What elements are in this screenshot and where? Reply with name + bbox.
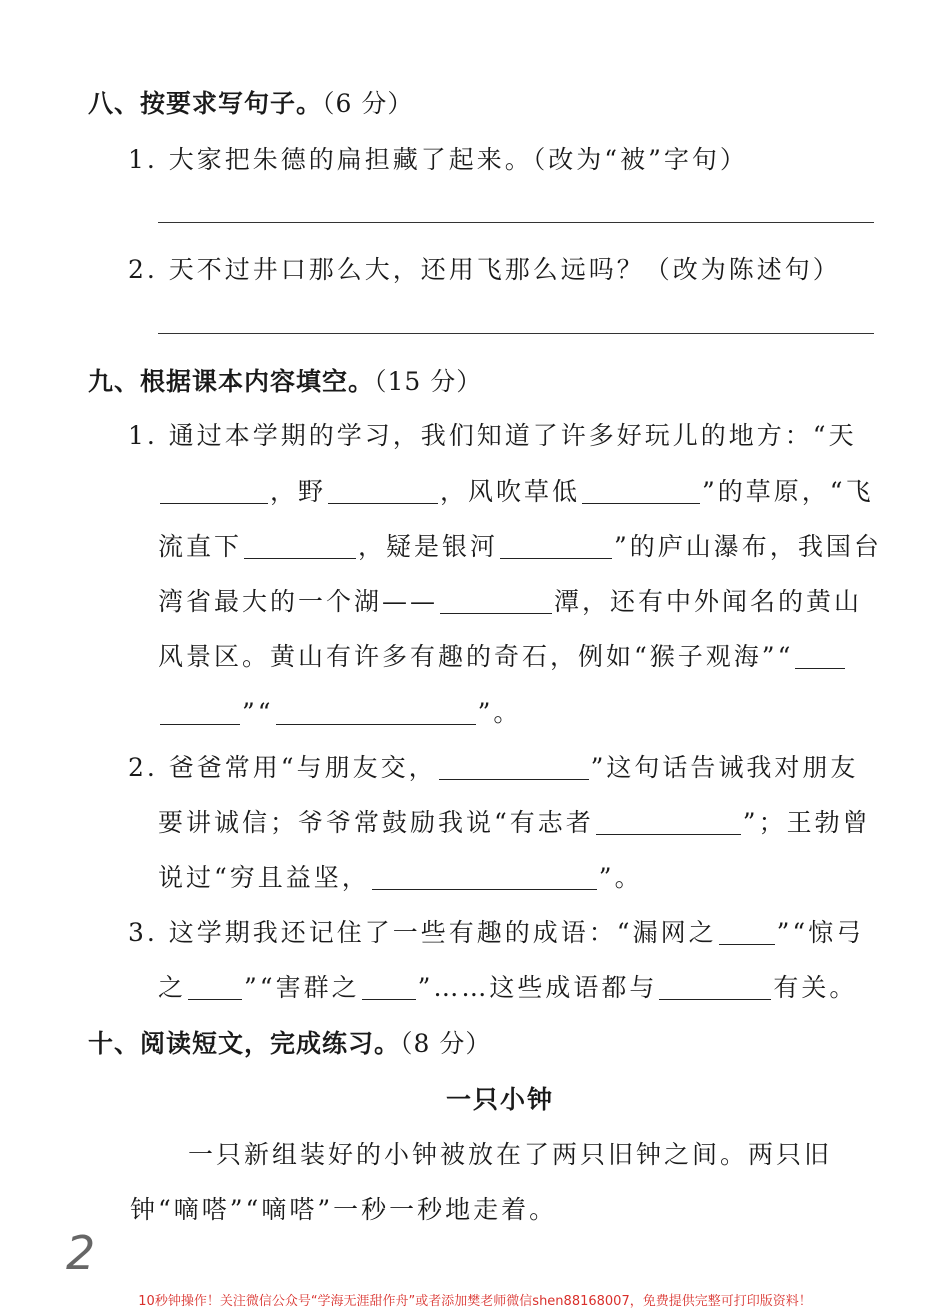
fill-blank[interactable] — [160, 479, 268, 504]
s9-q2-line-a: 2. 爸爸常用“与朋友交， ”这句话告诫我对朋友 — [128, 753, 859, 782]
section-9-title: 九、根据课本内容填空。 — [88, 367, 375, 396]
passage-paragraph-line-2: 钟“嘀嗒”“嘀嗒”一秒一秒地走着。 — [130, 1195, 558, 1224]
page-number: 2 — [66, 1226, 96, 1280]
s9-q1-line-d: 湾省最大的一个湖—— 潭，还有中外闻名的黄山 — [158, 587, 863, 616]
fill-blank[interactable] — [328, 479, 438, 504]
fill-blank[interactable] — [659, 975, 771, 1000]
s8-question-2: 2. 天不过井口那么大，还用飞那么远吗？（改为陈述句） — [128, 255, 841, 284]
answer-line-1[interactable] — [158, 222, 874, 223]
s8-question-1: 1. 大家把朱德的扁担藏了起来。（改为“被”字句） — [128, 145, 748, 174]
section-9-heading — [88, 362, 482, 398]
s9-q2-line-c: 说过“穷且益坚， ”。 — [158, 863, 643, 892]
s9-q1-line-e: 风景区。黄山有许多有趣的奇石，例如“猴子观海”“ — [158, 637, 847, 673]
passage-title: 一只小钟 — [445, 1085, 554, 1114]
fill-blank[interactable] — [795, 644, 845, 669]
section-8-points: （6 分） — [322, 89, 414, 118]
footer-promo: 10秒钟操作！关注微信公众号“学海无涯甜作舟”或者添加樊老师微信shen88168007，免费提供完整可打印版资料！ — [138, 1294, 812, 1309]
fill-blank[interactable] — [719, 920, 775, 945]
s9-q1-line-b: ，野 ，风吹草低 ”的草原，“飞 — [158, 472, 874, 508]
fill-blank[interactable] — [362, 975, 416, 1000]
section-10-points: （8 分） — [400, 1029, 492, 1058]
passage-paragraph-line-1: 一只新组装好的小钟被放在了两只旧钟之间。两只旧 — [188, 1140, 833, 1169]
fill-blank[interactable] — [439, 755, 589, 780]
s9-q1-line-a: 1. 通过本学期的学习，我们知道了许多好玩儿的地方：“天 — [128, 421, 857, 450]
s9-q2-line-b: 要讲诚信；爷爷常鼓励我说“有志者 ”；王勃曾 — [158, 808, 871, 837]
fill-blank[interactable] — [440, 589, 552, 614]
fill-blank[interactable] — [596, 810, 741, 835]
section-9-points: （15 分） — [374, 367, 483, 396]
section-8-title: 八、按要求写句子。 — [88, 89, 323, 118]
s9-q1-line-f: ”“ ”。 — [158, 693, 521, 729]
fill-blank[interactable] — [372, 865, 597, 890]
answer-line-2[interactable] — [158, 333, 874, 334]
section-8-heading — [88, 84, 413, 120]
s9-q1-line-c: 流直下 ，疑是银河 ”的庐山瀑布，我国台 — [158, 532, 882, 561]
section-10-heading — [88, 1024, 491, 1060]
fill-blank[interactable] — [582, 479, 700, 504]
fill-blank[interactable] — [244, 534, 356, 559]
section-10-title: 十、阅读短文，完成练习。 — [88, 1029, 401, 1058]
fill-blank[interactable] — [276, 700, 476, 725]
fill-blank[interactable] — [500, 534, 612, 559]
fill-blank[interactable] — [188, 975, 242, 1000]
s9-q3-line-a: 3. 这学期我还记住了一些有趣的成语：“漏网之 ”“惊弓 — [128, 918, 865, 947]
fill-blank[interactable] — [160, 700, 240, 725]
s9-q3-line-b: 之 ”“害群之 ”……这些成语都与 有关。 — [158, 973, 858, 1002]
